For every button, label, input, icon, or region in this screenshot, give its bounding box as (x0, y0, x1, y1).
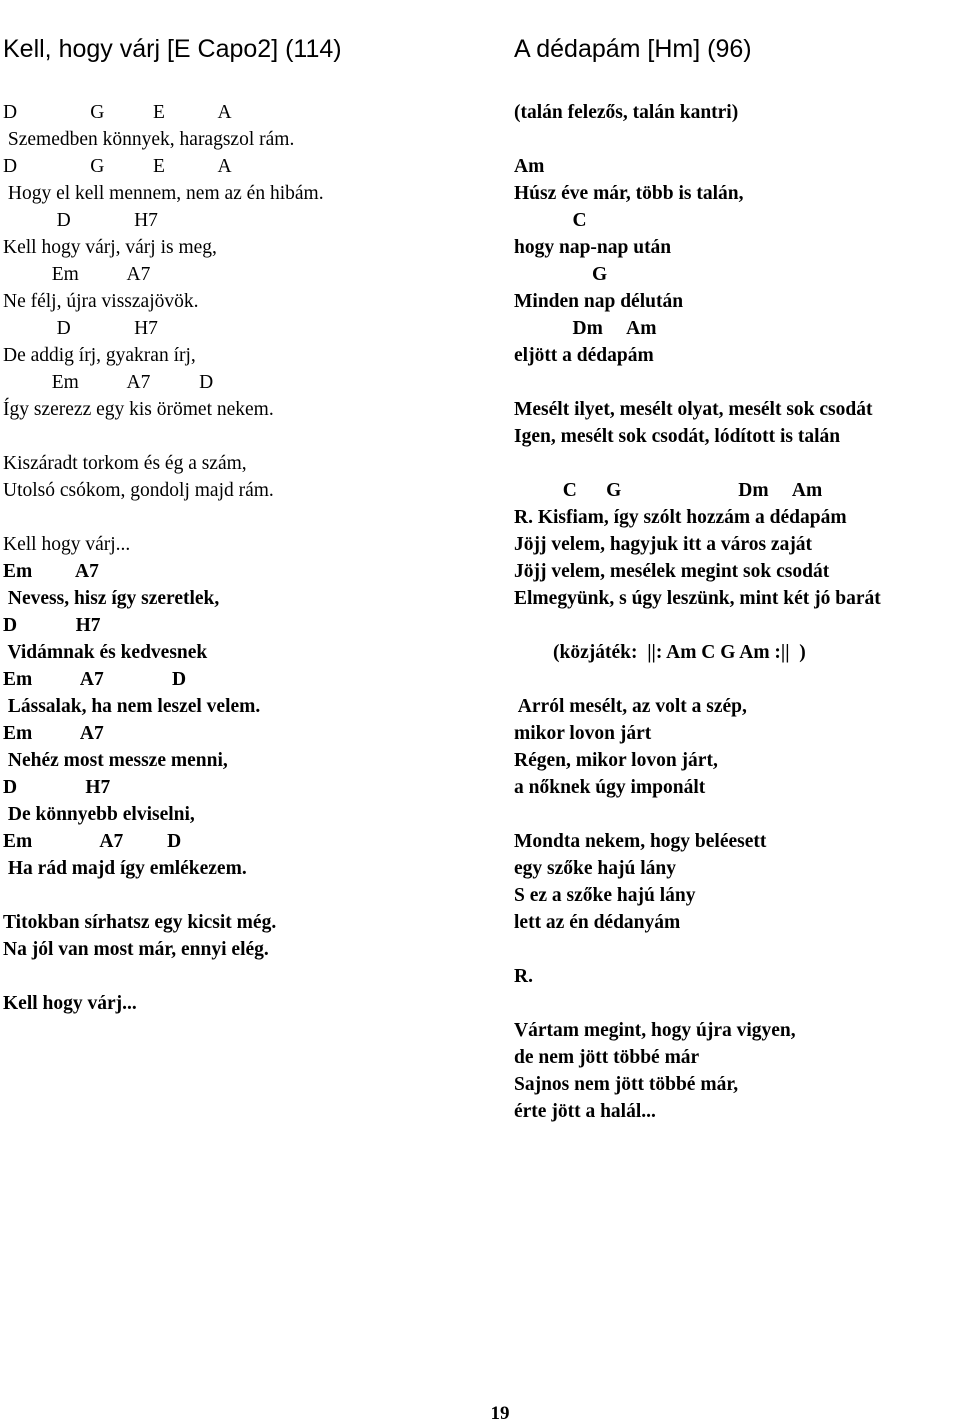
left-line: Így szerezz egy kis örömet nekem. (3, 399, 274, 420)
left-line: Em A7 (3, 561, 99, 582)
left-line: Titokban sírhatsz egy kicsit még. (3, 912, 277, 933)
left-line: Utolsó csókom, gondolj majd rám. (3, 480, 274, 501)
left-line: Em A7 D (3, 831, 182, 852)
right-line: egy szőke hajú lány (514, 858, 676, 879)
left-song-lines (3, 99, 503, 1017)
left-line: Ha rád majd így emlékezem. (3, 858, 247, 879)
right-line (514, 450, 960, 477)
left-line: Kell hogy várj... (3, 993, 137, 1014)
right-line: G (514, 264, 608, 285)
left-line: Szemedben könnyek, haragszol rám. (3, 129, 295, 150)
right-line: hogy nap-nap után (514, 237, 672, 258)
left-line (3, 504, 503, 531)
right-song-lines (514, 99, 960, 1125)
left-line: Kell hogy várj, várj is meg, (3, 237, 217, 258)
left-line: Hogy el kell mennem, nem az én hibám. (3, 183, 324, 204)
right-line: Jöjj velem, mesélek megint sok csodát (514, 561, 830, 582)
left-line: De addig írj, gyakran írj, (3, 345, 196, 366)
right-line: Régen, mikor lovon járt, (514, 750, 718, 771)
left-line (3, 882, 503, 909)
right-line: Jöjj velem, hagyjuk itt a város zaját (514, 534, 813, 555)
right-line (514, 666, 960, 693)
left-line (3, 963, 503, 990)
right-song-title: A dédapám [Hm] (96) (514, 35, 752, 63)
right-line: lett az én dédanyám (514, 912, 681, 933)
right-line: (talán felezős, talán kantri) (514, 102, 739, 123)
left-line: Ne félj, újra visszajövök. (3, 291, 199, 312)
left-line: D H7 (3, 210, 158, 231)
right-line: eljött a dédapám (514, 345, 654, 366)
page-number: 19 (490, 1403, 510, 1424)
right-line: Minden nap délután (514, 291, 684, 312)
right-line: Arról mesélt, az volt a szép, (514, 696, 747, 717)
left-line: D H7 (3, 615, 101, 636)
right-line (514, 801, 960, 828)
right-line: R. Kisfiam, így szólt hozzám a dédapám (514, 507, 847, 528)
left-line (3, 423, 503, 450)
left-song-column (3, 0, 503, 1035)
right-line: Sajnos nem jött többé már, (514, 1074, 739, 1095)
right-line: Dm Am (514, 318, 657, 339)
right-line: C G Dm Am (514, 480, 823, 501)
right-song-column (514, 0, 960, 1143)
right-line: C (514, 210, 587, 231)
right-line: R. (514, 966, 533, 987)
right-line: a nőknek úgy imponált (514, 777, 706, 798)
right-line: mikor lovon járt (514, 723, 652, 744)
right-line: Vártam megint, hogy újra vigyen, (514, 1020, 796, 1041)
left-line: Nehéz most messze menni, (3, 750, 228, 771)
left-line: Kiszáradt torkom és ég a szám, (3, 453, 247, 474)
right-line (514, 369, 960, 396)
left-line: D H7 (3, 777, 111, 798)
right-line: Elmegyünk, s úgy leszünk, mint két jó barát (514, 588, 881, 609)
left-line: Kell hogy várj... (3, 534, 131, 555)
right-line: Igen, mesélt sok csodát, lódított is talán (514, 426, 841, 447)
left-line: Em A7 (3, 723, 104, 744)
left-line: D G E A (3, 156, 232, 177)
right-line: Am (514, 156, 545, 177)
right-line: érte jött a halál... (514, 1101, 656, 1122)
left-line: Lássalak, ha nem leszel velem. (3, 696, 261, 717)
right-line (514, 612, 960, 639)
left-line: Vidámnak és kedvesnek (3, 642, 208, 663)
right-line: Mondta nekem, hogy beléesett (514, 831, 767, 852)
right-line: de nem jött többé már (514, 1047, 700, 1068)
left-line: Em A7 D (3, 372, 214, 393)
right-line: S ez a szőke hajú lány (514, 885, 696, 906)
right-line: Húsz éve már, több is talán, (514, 183, 744, 204)
right-line (514, 936, 960, 963)
left-line: De könnyebb elviselni, (3, 804, 195, 825)
right-line (514, 126, 960, 153)
left-line: Em A7 (3, 264, 151, 285)
right-line: Mesélt ilyet, mesélt olyat, mesélt sok csodát (514, 399, 873, 420)
left-line: Na jól van most már, ennyi elég. (3, 939, 269, 960)
left-line: D H7 (3, 318, 158, 339)
left-line: Em A7 D (3, 669, 187, 690)
right-line (514, 990, 960, 1017)
left-line: Nevess, hisz így szeretlek, (3, 588, 220, 609)
left-line: D G E A (3, 102, 232, 123)
left-song-title: Kell, hogy várj [E Capo2] (114) (3, 35, 342, 63)
right-line: (közjáték: ||: Am C G Am :|| ) (514, 642, 806, 663)
